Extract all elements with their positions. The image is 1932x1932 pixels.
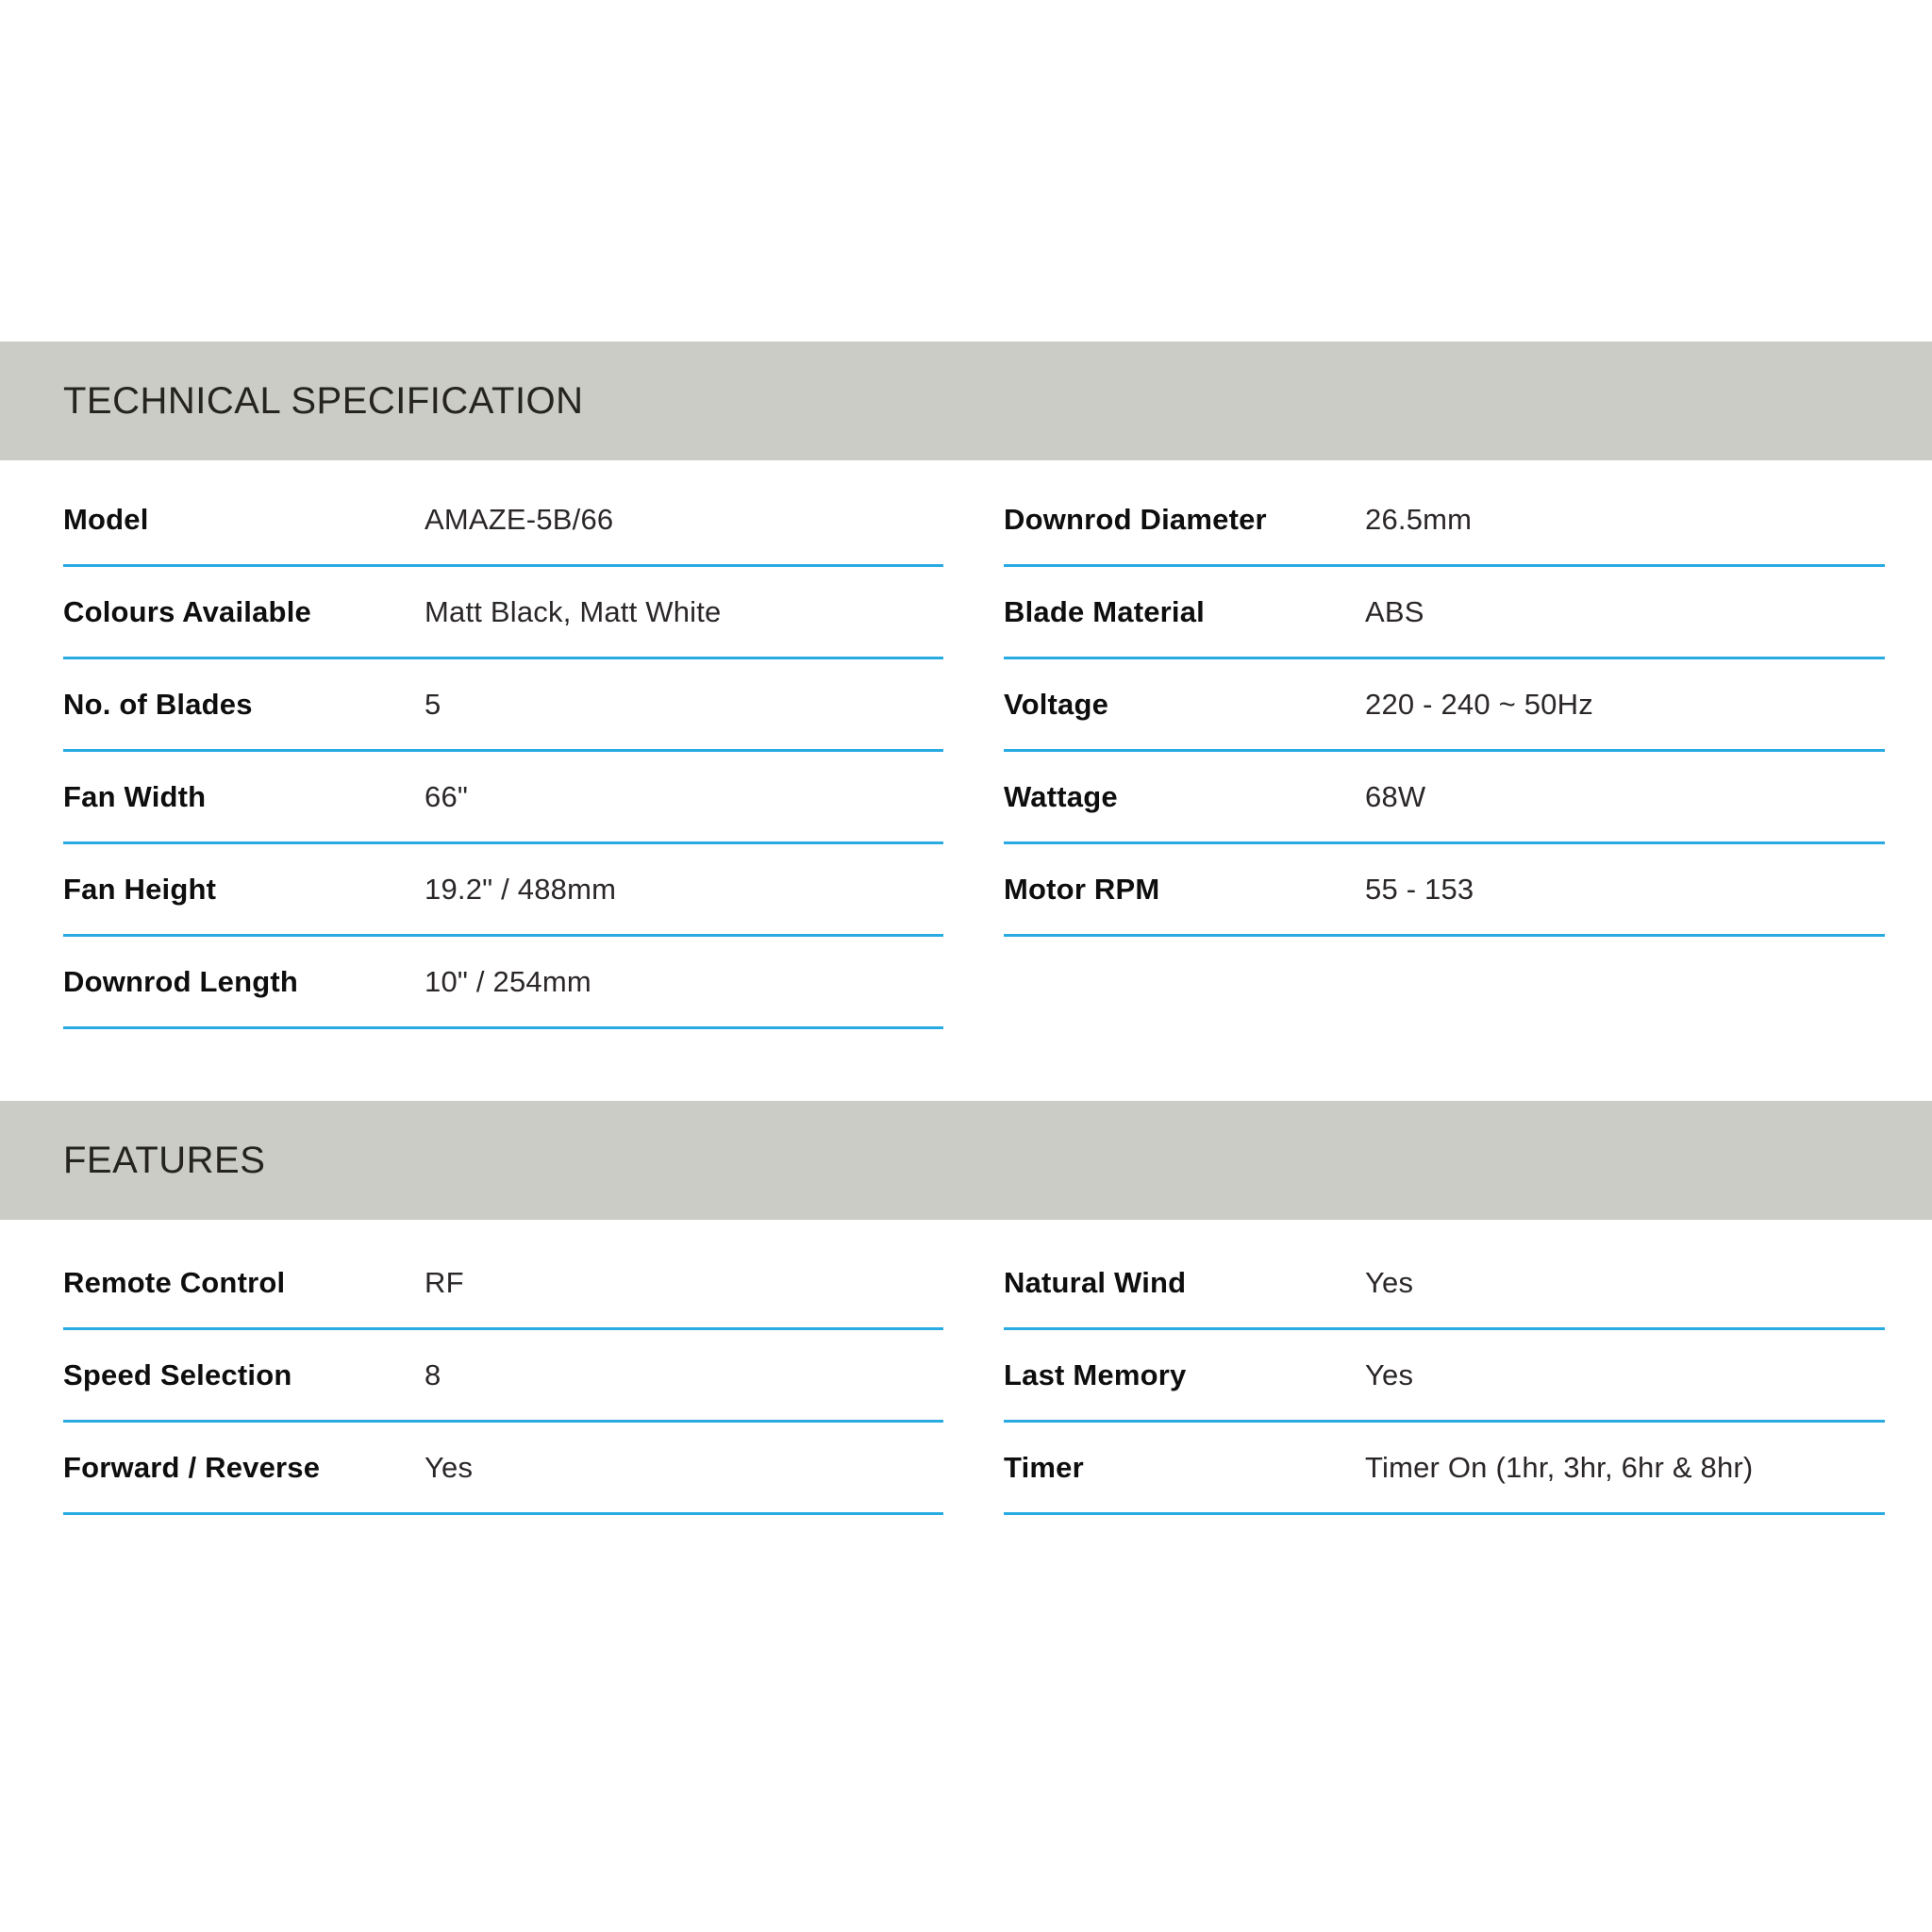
features-tables: [63, 1238, 1932, 1515]
spec-row-motor-rpm: [1004, 844, 1885, 937]
spec-label: Fan Width: [63, 779, 207, 813]
spec-label: Wattage: [1004, 779, 1118, 813]
spec-row-downrod-diameter: [1004, 475, 1885, 567]
tech-spec-column-left: [63, 475, 943, 1029]
spec-value: RF: [425, 1265, 464, 1299]
spec-row-wattage: [1004, 752, 1885, 844]
spec-row-speed-selection: [63, 1330, 943, 1423]
spec-label: Model: [63, 502, 149, 536]
spec-row-forward-reverse: [63, 1423, 943, 1515]
spec-value: 19.2" / 488mm: [425, 872, 617, 906]
section-header-features: [0, 1101, 1932, 1220]
spec-label: Downrod Diameter: [1004, 502, 1267, 536]
spec-label: Motor RPM: [1004, 872, 1160, 906]
spec-row-natural-wind: [1004, 1238, 1885, 1330]
spec-row-remote-control: [63, 1238, 943, 1330]
spec-value: 68W: [1365, 779, 1426, 813]
spec-label: Speed Selection: [63, 1357, 292, 1391]
spec-value: 220 - 240 ~ 50Hz: [1365, 687, 1593, 721]
spec-value: Matt Black, Matt White: [425, 594, 722, 628]
spec-value: 66": [425, 779, 469, 813]
spec-label: No. of Blades: [63, 687, 253, 721]
spec-label: Remote Control: [63, 1265, 286, 1299]
spec-value: Yes: [1365, 1357, 1414, 1391]
spec-row-fan-width: [63, 752, 943, 844]
spec-value: 26.5mm: [1365, 502, 1473, 536]
spec-value: AMAZE-5B/66: [425, 502, 614, 536]
spec-value: 55 - 153: [1365, 872, 1474, 906]
section-title-features: FEATURES: [63, 1139, 266, 1181]
spec-label: Voltage: [1004, 687, 1109, 721]
spec-label: Last Memory: [1004, 1357, 1187, 1391]
spec-label: Forward / Reverse: [63, 1450, 321, 1484]
section-title-technical-specification: TECHNICAL SPECIFICATION: [63, 379, 584, 422]
spec-value: 8: [425, 1357, 441, 1391]
spec-label: Fan Height: [63, 872, 217, 906]
spec-row-fan-height: [63, 844, 943, 937]
spec-value: 10" / 254mm: [425, 964, 591, 998]
spec-row-last-memory: [1004, 1330, 1885, 1423]
spec-value: ABS: [1365, 594, 1424, 628]
section-header-technical-specification: [0, 341, 1932, 460]
spec-value: Yes: [1365, 1265, 1414, 1299]
technical-specification-tables: [63, 475, 1932, 1029]
spec-value: 5: [425, 687, 441, 721]
features-column-left: [63, 1238, 943, 1515]
tech-spec-column-right: [1004, 475, 1885, 1029]
spec-row-model: [63, 475, 943, 567]
spec-row-timer: [1004, 1423, 1885, 1515]
spec-row-voltage: [1004, 659, 1885, 752]
spec-label: Blade Material: [1004, 594, 1205, 628]
spec-row-blade-material: [1004, 567, 1885, 659]
spec-value: Yes: [425, 1450, 474, 1484]
spec-row-downrod-length: [63, 937, 943, 1029]
spec-label: Timer: [1004, 1450, 1084, 1484]
features-column-right: [1004, 1238, 1885, 1515]
spec-label: Colours Available: [63, 594, 311, 628]
spec-value: Timer On (1hr, 3hr, 6hr & 8hr): [1365, 1450, 1754, 1484]
spec-row-colours-available: [63, 567, 943, 659]
spec-label: Natural Wind: [1004, 1265, 1187, 1299]
spec-label: Downrod Length: [63, 964, 299, 998]
spec-row-no-of-blades: [63, 659, 943, 752]
